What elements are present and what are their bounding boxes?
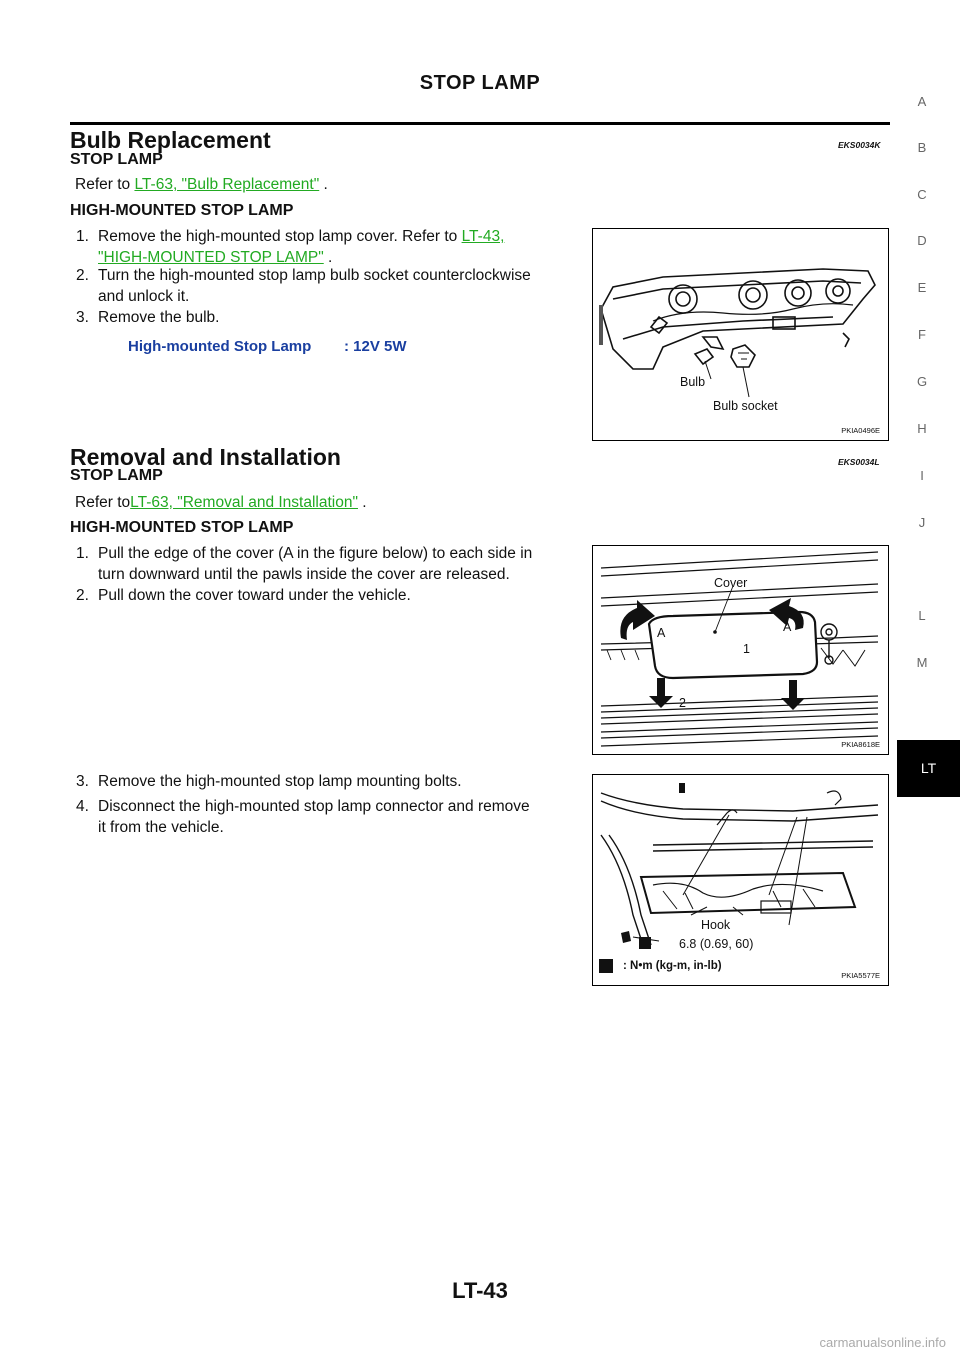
section-title-bulb-replacement: Bulb Replacement: [70, 127, 271, 153]
label-a-left: A: [657, 626, 666, 640]
link-lt63-removal-installation[interactable]: LT-63, "Removal and Installation": [130, 494, 358, 511]
step-text: Remove the high-mounted stop lamp cover. Refer to: [98, 228, 462, 245]
figure-id: PKIA8618E: [841, 740, 880, 749]
step-text-cont: it from the vehicle.: [98, 819, 224, 836]
step-number: 1.: [76, 228, 89, 245]
step-text: Pull down the cover toward under the vehicle.: [98, 587, 411, 604]
step-text: Remove the high-mounted stop lamp mounting bolts.: [98, 773, 462, 790]
spec-value: : 12V 5W: [344, 338, 407, 355]
side-tab-h[interactable]: H: [917, 421, 927, 436]
page-header-title: STOP LAMP: [419, 72, 541, 94]
step-number: 3.: [76, 309, 89, 326]
subtitle-high-mounted-bulb: HIGH-MOUNTED STOP LAMP: [70, 202, 294, 219]
section-code-bulb: EKS0034K: [838, 140, 881, 150]
watermark: carmanualsonline.info: [819, 1335, 946, 1350]
section-code-removal: EKS0034L: [838, 457, 880, 467]
side-tab-g[interactable]: G: [916, 374, 928, 389]
side-tab-b[interactable]: B: [917, 140, 927, 155]
refer-suffix: .: [357, 494, 367, 511]
side-tab-c[interactable]: C: [917, 187, 927, 202]
step-text: Remove the bulb.: [98, 309, 220, 326]
removal-step-3: [76, 771, 584, 792]
bulb-step-2: [76, 265, 584, 307]
header-rule: [70, 122, 890, 125]
side-tab-d[interactable]: D: [917, 233, 927, 248]
spec-label: High-mounted Stop Lamp: [128, 338, 312, 355]
figure-cover-removal: [592, 545, 889, 755]
step-text-cont: turn downward until the pawls inside the cover are released.: [98, 566, 510, 583]
side-tab-m[interactable]: M: [916, 655, 928, 670]
step-suffix: .: [323, 249, 333, 266]
section-title-removal: Removal and Installation: [70, 444, 341, 470]
step-number: 2.: [76, 267, 89, 284]
step-number: 2.: [76, 587, 89, 604]
side-tab-j[interactable]: J: [918, 515, 926, 530]
label-units: : N•m (kg-m, in-lb): [623, 960, 722, 972]
side-tab-lt-active[interactable]: LT: [897, 740, 960, 797]
side-tab-f[interactable]: F: [918, 327, 926, 342]
removal-step-1: [76, 543, 584, 585]
step-number: 3.: [76, 773, 89, 790]
subtitle-stop-lamp-bulb: STOP LAMP: [70, 151, 163, 168]
link-high-mounted-stop-lamp[interactable]: "HIGH-MOUNTED STOP LAMP": [98, 249, 324, 266]
label-2: 2: [679, 696, 686, 710]
label-bulb-socket: Bulb socket: [713, 399, 778, 413]
refer-prefix: Refer to: [75, 176, 135, 193]
step-text: Pull the edge of the cover (A in the figure below) to each side in: [98, 545, 533, 562]
step-text: Turn the high-mounted stop lamp bulb socket counterclockwise: [98, 267, 531, 284]
figure-id: PKIA0496E: [841, 426, 880, 435]
side-tab-a[interactable]: A: [917, 94, 927, 109]
step-text: Disconnect the high-mounted stop lamp connector and remove: [98, 798, 530, 815]
figure-id: PKIA5577E: [841, 971, 880, 980]
refer-suffix: .: [319, 176, 328, 193]
refer-line-bulb: [75, 174, 328, 195]
step-number: 4.: [76, 798, 89, 815]
refer-prefix: Refer to: [75, 494, 131, 511]
label-a-right: A: [783, 620, 792, 634]
removal-step-4: [76, 796, 584, 838]
label-cover: Cover: [714, 576, 748, 590]
side-tab-e[interactable]: E: [917, 280, 927, 295]
subtitle-stop-lamp-removal: STOP LAMP: [70, 467, 163, 484]
bulb-step-3: [76, 307, 584, 328]
step-number: 1.: [76, 545, 89, 562]
figure-mounting-bolts: [592, 774, 889, 986]
label-hook: Hook: [701, 918, 731, 932]
step-text-cont: and unlock it.: [98, 288, 190, 305]
removal-step-2: [76, 585, 584, 606]
refer-line-removal: [75, 492, 367, 513]
mounting-bolts-illustration: [593, 775, 888, 985]
link-lt43[interactable]: LT-43,: [461, 228, 505, 245]
label-1: 1: [743, 642, 750, 656]
figure-bulb-socket: [592, 228, 889, 441]
link-lt63-bulb-replacement[interactable]: LT-63, "Bulb Replacement": [134, 176, 320, 193]
page-number: LT-43: [452, 1278, 508, 1303]
bulb-step-1: [76, 226, 584, 268]
subtitle-high-mounted-removal: HIGH-MOUNTED STOP LAMP: [70, 519, 294, 536]
label-bulb: Bulb: [680, 375, 706, 389]
label-torque: 6.8 (0.69, 60): [679, 937, 754, 951]
side-tab-i[interactable]: I: [920, 468, 924, 483]
side-tab-l[interactable]: L: [918, 608, 926, 623]
